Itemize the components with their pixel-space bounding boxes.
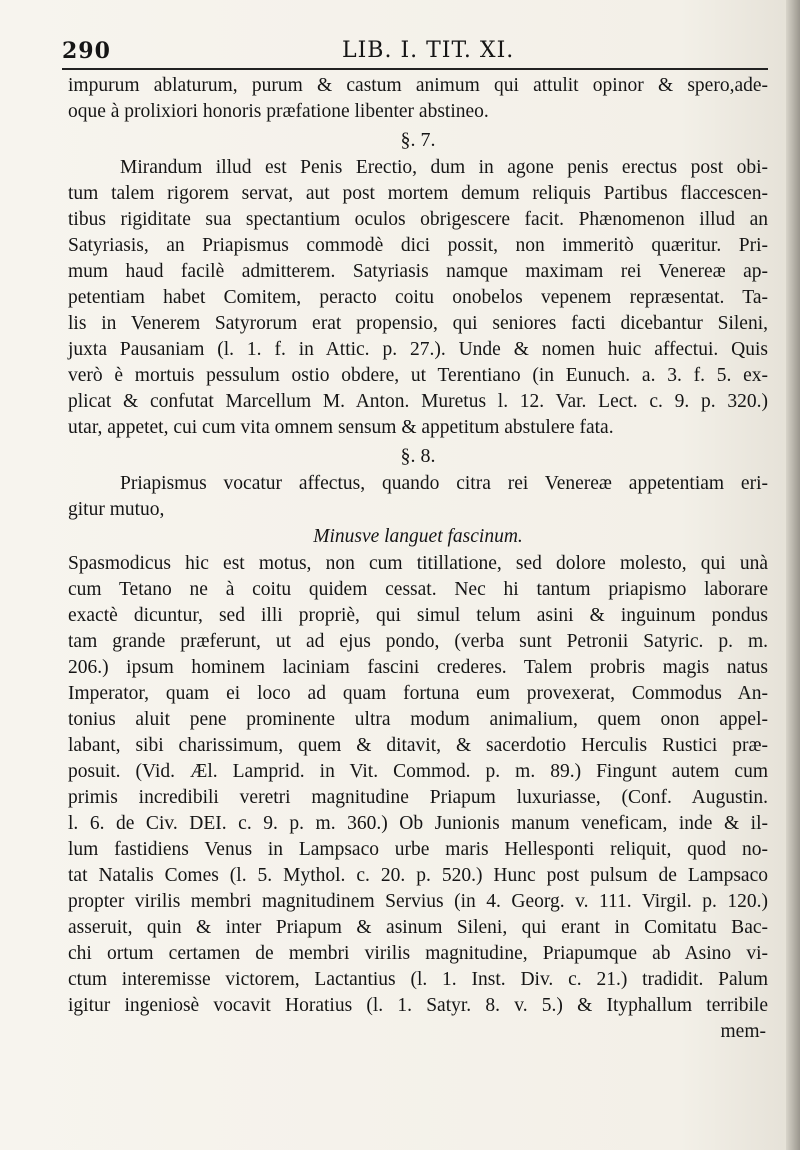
header-rule [62, 68, 768, 70]
text-line: mum haud facilè admitterem. Satyriasis namque maximam rei Venereæ ap- [68, 261, 768, 282]
text-line: posuit. (Vid. Æl. Lamprid. in Vit. Commod. p. m. 89.) Fingunt autem cum [68, 761, 768, 782]
text-line: cum Tetano ne à coitu quidem cessat. Nec hi tantum priapismo laborare [68, 579, 768, 600]
text-line: juxta Pausaniam (l. 1. f. in Attic. p. 27.). Unde & nomen huic affectui. Quis [68, 339, 768, 360]
text-line: asseruit, quin & inter Priapum & asinum Sileni, qui erant in Comitatu Bac- [68, 917, 768, 938]
text-line: oque à prolixiori honoris præfatione libenter abstineo. [68, 101, 489, 122]
text-line: 206.) ipsum hominem laciniam fascini crederes. Talem probris magis natus [68, 657, 768, 678]
text-line: utar, appetet, cui cum vita omnem sensum & appetitum abstulere fata. [68, 417, 614, 438]
text-line: Satyriasis, an Priapismus commodè dici possit, non immeritò quæritur. Pri- [68, 235, 768, 256]
text-line: propter virilis membri magnitudinem Servius (in 4. Georg. v. 111. Virgil. p. 120.) [68, 891, 768, 912]
text-line: Imperator, quam ei loco ad quam fortuna eum provexerat, Commodus An- [68, 683, 768, 704]
text-line: chi ortum certamen de membri virilis magnitudine, Priapumque ab Asino vi- [68, 943, 768, 964]
text-line: verò è mortuis pessulum ostio obdere, ut Terentiano (in Eunuch. a. 3. f. 5. ex- [68, 365, 768, 386]
text-line: igitur ingeniosè vocavit Horatius (l. 1. Satyr. 8. v. 5.) & Ityphallum terribile [68, 995, 768, 1016]
text-line: impurum ablaturum, purum & castum animum qui attulit opinor & spero,ade- [68, 75, 768, 96]
text-line: primis incredibili veretri magnitudine Priapum luxuriasse, (Conf. Augustin. [68, 787, 768, 808]
text-line: mem- [720, 1021, 766, 1042]
section-heading: §. 8. [400, 445, 436, 467]
text-line: Spasmodicus hic est motus, non cum titillatione, sed dolore molesto, qui unà [68, 553, 768, 574]
running-title: LIB. I. TIT. XI. [342, 38, 515, 63]
page-gutter-shadow [786, 0, 800, 1150]
text-line: petentiam habet Comitem, peracto coitu onobelos vepenem repræsentat. Ta- [68, 287, 768, 308]
text-line: Mirandum illud est Penis Erectio, dum in agone penis erectus post obi- [120, 157, 768, 178]
text-line: Priapismus vocatur affectus, quando citra rei Venereæ appetentiam eri- [120, 473, 768, 494]
text-line: gitur mutuo, [68, 499, 165, 520]
text-line: tonius aluit pene prominente ultra modum animalium, quem onon appel- [68, 709, 768, 730]
text-line: lis in Venerem Satyrorum erat propensio, qui seniores facti dicebantur Sileni, [68, 313, 768, 334]
text-line: tum talem rigorem servat, aut post mortem demum reliquis Partibus flaccescen- [68, 183, 768, 204]
page-body-text [68, 73, 768, 1045]
section-heading: §. 7. [400, 129, 436, 151]
text-line: exactè dicuntur, sed illi propriè, qui simul telum asini & inguinum pondus [68, 605, 768, 626]
text-line: ctum interemisse victorem, Lactantius (l. 1. Inst. Div. c. 21.) tradidit. Palum [68, 969, 768, 990]
text-line: lum fastidiens Venus in Lampsaco urbe maris Hellesponti reliquit, quod no- [68, 839, 768, 860]
running-header [62, 38, 762, 72]
page-number: 290 [62, 38, 111, 64]
text-line: l. 6. de Civ. DEI. c. 9. p. m. 360.) Ob Junionis manum veneficam, inde & il- [68, 813, 768, 834]
text-line: tibus rigiditate sua spectantium oculos obrigescere facit. Phænomenon illud an [68, 209, 768, 230]
text-line: tat Natalis Comes (l. 5. Mythol. c. 20. p. 520.) Hunc post pulsum de Lampsaco [68, 865, 768, 886]
text-line: labant, sibi charissimum, quem & ditavit, & sacerdotio Herculis Rustici præ- [68, 735, 768, 756]
text-line: tam grande præferunt, ut ad ejus pondo, (verba sunt Petronii Satyric. p. m. [68, 631, 768, 652]
verse-quote: Minusve languet fascinum. [313, 526, 523, 547]
text-line: plicat & confutat Marcellum M. Anton. Muretus l. 12. Var. Lect. c. 9. p. 320.) [68, 391, 768, 412]
